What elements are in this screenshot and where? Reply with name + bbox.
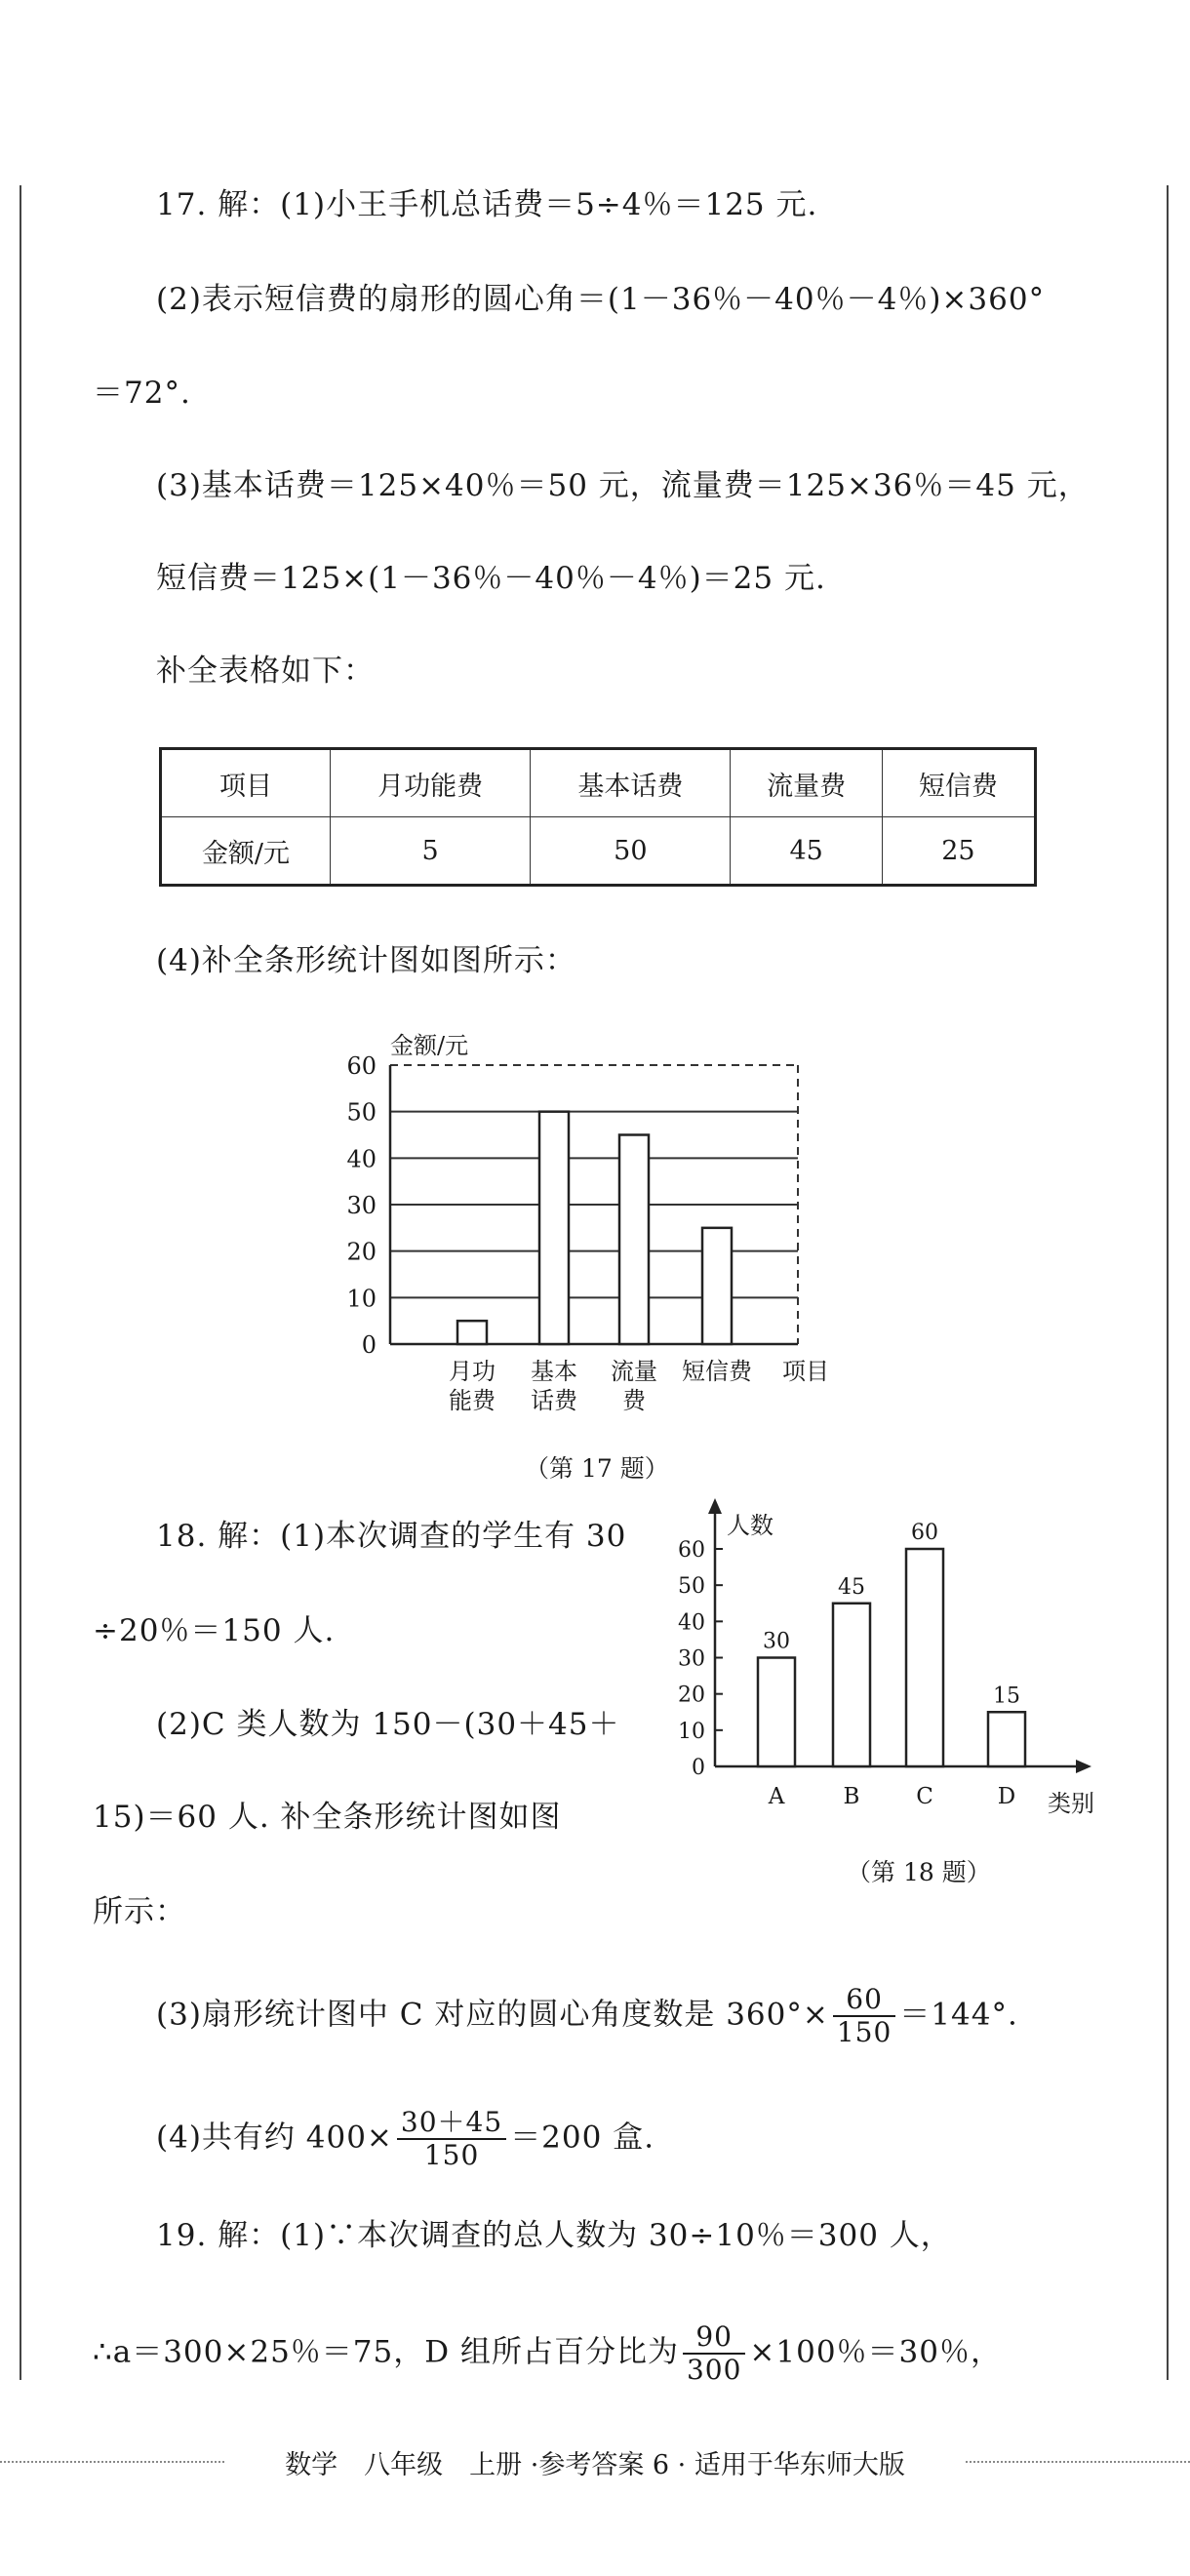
left-margin-rule [20,185,21,2380]
chart-17-y-tick-label: 60 [346,1052,377,1080]
chart-17-y-tick-label: 0 [361,1331,377,1359]
p18-line-3: (2)C 类人数为 150－(30＋45＋ [156,1707,620,1742]
p18-line-5: 所示： [93,1894,186,1929]
chart-18-y-arrow [708,1498,722,1514]
chart-18-value-label: 30 [763,1629,790,1654]
chart-17-x-tick-label: 话费 [531,1387,577,1414]
chart-18-bar [758,1658,795,1767]
chart-18-bar [988,1712,1025,1766]
page-footer [0,2443,1190,2481]
chart-18-bar [906,1549,943,1766]
table-cell: 45 [731,817,882,886]
p19-line-2-tail: ×100％＝30％， [749,2334,1002,2370]
chart-18-y-axis-label: 人数 [727,1512,774,1539]
chart-17-y-tick-label: 50 [346,1098,377,1127]
chart-18-x-tick-label: D [997,1784,1016,1809]
fraction-numerator: 60 [833,1984,895,2017]
table-cell: 月功能费 [331,749,531,817]
p18-line-6 [156,1984,1018,2048]
fraction [397,2107,506,2171]
p18-line-4: 15)＝60 人. 补全条形统计图如图 [93,1800,562,1835]
chart-18-y-tick-label: 0 [692,1756,705,1780]
fraction-denominator: 150 [836,2016,892,2048]
p18-line-7-text: (4)共有约 400× [156,2120,393,2156]
p17-line-6: 补全表格如下： [156,654,375,689]
chart-18-x-tick-label: B [843,1784,860,1809]
table-cell: 25 [882,817,1035,886]
footer-text: 数学 八年级 上册 ·参考答案 6 · 适用于华东师大版 [271,2450,919,2480]
p19-line-1: 19. 解：(1)∵本次调查的总人数为 30÷10％＝300 人， [156,2218,952,2253]
table-cell: 短信费 [882,749,1035,817]
table-row [161,817,1036,886]
chart-17-x-tick-label: 流量 [611,1358,657,1385]
chart-17-y-tick-label: 20 [346,1238,377,1266]
chart-18-x-tick-label: C [916,1784,933,1809]
p17-line-3: ＝72°. [93,376,191,411]
chart-17-bar [457,1321,487,1344]
amount-table [159,747,1037,887]
chart-18-y-tick-label: 30 [678,1646,705,1672]
p17-line-1: 17. 解：(1)小王手机总话费＝5÷4％＝125 元. [156,187,818,222]
fraction-denominator: 300 [686,2354,742,2386]
chart-18-y-tick-label: 60 [678,1538,705,1563]
chart-18-y-tick-label: 40 [678,1610,705,1636]
table-cell: 流量费 [731,749,882,817]
fraction [683,2321,745,2386]
table-cell: 50 [531,817,731,886]
p18-line-6-tail: ＝144°. [899,1997,1018,2033]
chart-18-value-label: 15 [993,1684,1020,1709]
table-cell: 5 [331,817,531,886]
p18-line-7-tail: ＝200 盒. [510,2120,655,2156]
table-cell: 金额/元 [161,817,331,886]
p18-line-6-text: (3)扇形统计图中 C 对应的圆心角度数是 360°× [156,1997,829,2033]
chart-17-y-tick-label: 40 [346,1145,377,1173]
p19-line-2-text: ∴a＝300×25％＝75，D 组所占百分比为 [93,2334,679,2370]
fraction-numerator: 30＋45 [397,2107,506,2140]
fraction-denominator: 150 [423,2139,480,2171]
p17-line-4: (3)基本话费＝125×40％＝50 元，流量费＝125×36％＝45 元， [156,468,1090,503]
right-margin-rule [1167,185,1169,2380]
table-row [161,749,1036,817]
chart-17-x-tick-label: 月功 [449,1358,496,1385]
chart-18-y-tick-label: 50 [678,1574,705,1600]
chart-17-x-tick-label: 费 [622,1387,646,1414]
chart-17-bar [702,1228,732,1344]
p19-line-2 [93,2321,1002,2386]
table-cell: 基本话费 [531,749,731,817]
p18-line-7 [156,2107,654,2171]
chart-17-bar [539,1112,569,1344]
chart-18-bar [833,1604,870,1766]
p17-line-2: (2)表示短信费的扇形的圆心角＝(1－36％－40％－4％)×360° [156,282,1046,317]
p17-line-7: (4)补全条形统计图如图所示： [156,943,576,978]
chart-17-x-tick-label: 短信费 [682,1358,752,1385]
chart-18-value-label: 60 [911,1521,938,1545]
table-cell: 项目 [161,749,331,817]
chart-17-y-tick-label: 10 [346,1285,377,1313]
p18-line-1: 18. 解：(1)本次调查的学生有 30 [156,1519,627,1554]
chart-17-bar [619,1135,649,1345]
fraction [833,1984,895,2048]
chart-17-x-tick-label: 能费 [449,1387,496,1414]
chart-17-y-tick-label: 30 [346,1192,377,1219]
chart-17-caption: （第 17 题） [525,1454,669,1483]
chart-17-y-axis-label: 金额/元 [390,1032,469,1059]
chart-18-x-arrow [1076,1760,1091,1773]
chart-17-x-tick-label: 基本 [531,1358,577,1385]
chart-18-caption: （第 18 题） [847,1858,991,1886]
chart-18-x-tick-label: A [768,1784,785,1809]
chart-18-x-axis-label: 类别 [1048,1790,1094,1817]
chart-18-value-label: 45 [838,1574,865,1600]
chart-18-y-tick-label: 10 [678,1719,705,1744]
chart-17-x-axis-label: 项目 [782,1358,829,1385]
chart-18-y-tick-label: 20 [678,1683,705,1708]
fraction-numerator: 90 [683,2321,745,2355]
p17-line-5: 短信费＝125×(1－36％－40％－4％)＝25 元. [156,561,826,596]
p18-line-2: ÷20％＝150 人. [93,1613,336,1648]
